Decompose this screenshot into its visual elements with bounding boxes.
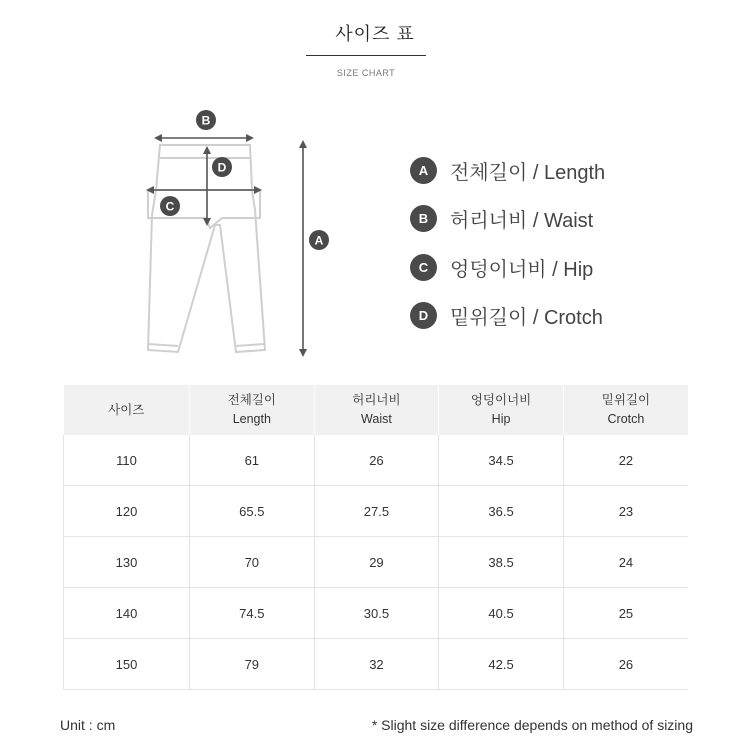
svg-text:A: A: [314, 233, 324, 248]
table-row: [64, 588, 689, 639]
marker-d: [212, 157, 232, 177]
page-title: 사이즈 표: [335, 24, 415, 44]
legend-label: 밑위길이 / Crotch: [450, 307, 603, 330]
svg-text:D: D: [217, 160, 227, 175]
cell-hip: 36.5: [439, 486, 564, 537]
unit-label: Unit : cm: [60, 717, 116, 733]
cell-crotch: 23: [563, 486, 688, 537]
cell-crotch: 25: [563, 588, 688, 639]
header-length: 전체길이 Length: [190, 385, 315, 435]
cell-size: 110: [64, 435, 190, 486]
marker-b: [196, 110, 216, 130]
cell-size: 140: [64, 588, 190, 639]
legend-item-length: [410, 146, 605, 195]
cell-crotch: 26: [563, 639, 688, 690]
size-table: [63, 385, 688, 690]
cell-crotch: 24: [563, 537, 688, 588]
cell-hip: 40.5: [439, 588, 564, 639]
header-crotch: 밑위길이 Crotch: [563, 385, 688, 435]
marker-a: [309, 230, 329, 250]
cell-hip: 34.5: [439, 435, 564, 486]
cell-hip: 42.5: [439, 639, 564, 690]
cell-size: 150: [64, 639, 190, 690]
cell-hip: 38.5: [439, 537, 564, 588]
measurement-legend: [410, 146, 605, 340]
table-row: [64, 435, 689, 486]
cell-length: 61: [190, 435, 315, 486]
cell-waist: 27.5: [314, 486, 439, 537]
cell-waist: 26: [314, 435, 439, 486]
cell-size: 120: [64, 486, 190, 537]
svg-text:C: C: [165, 199, 175, 214]
legend-label: 전체길이 / Length: [450, 161, 606, 184]
sizing-note: * Slight size difference depends on method of sizing: [371, 717, 693, 733]
header-waist: 허리너비 Waist: [314, 385, 439, 435]
title-divider: [306, 55, 426, 56]
badge-c: C: [410, 254, 437, 281]
cell-length: 70: [190, 537, 315, 588]
legend-label: 허리너비 / Waist: [450, 210, 594, 233]
cell-waist: 30.5: [314, 588, 439, 639]
cell-waist: 32: [314, 639, 439, 690]
badge-d: D: [410, 302, 437, 329]
header-hip: 엉덩이너비 Hip: [439, 385, 564, 435]
cell-crotch: 22: [563, 435, 688, 486]
legend-item-hip: [410, 243, 605, 292]
table-row: [64, 486, 689, 537]
table-header-row: [64, 385, 689, 435]
cell-waist: 29: [314, 537, 439, 588]
marker-c: [160, 196, 180, 216]
legend-item-waist: [410, 195, 605, 244]
cell-length: 74.5: [190, 588, 315, 639]
svg-text:B: B: [201, 113, 211, 128]
cell-size: 130: [64, 537, 190, 588]
pants-diagram: [140, 100, 350, 360]
cell-length: 65.5: [190, 486, 315, 537]
legend-label: 엉덩이너비 / Hip: [450, 258, 594, 281]
legend-item-crotch: [410, 292, 605, 341]
badge-a: A: [410, 157, 437, 184]
badge-b: B: [410, 205, 437, 232]
header-size: 사이즈: [64, 385, 190, 435]
table-row: [64, 639, 689, 690]
cell-length: 79: [190, 639, 315, 690]
table-row: [64, 537, 689, 588]
page-subtitle: SIZE CHART: [336, 68, 396, 78]
